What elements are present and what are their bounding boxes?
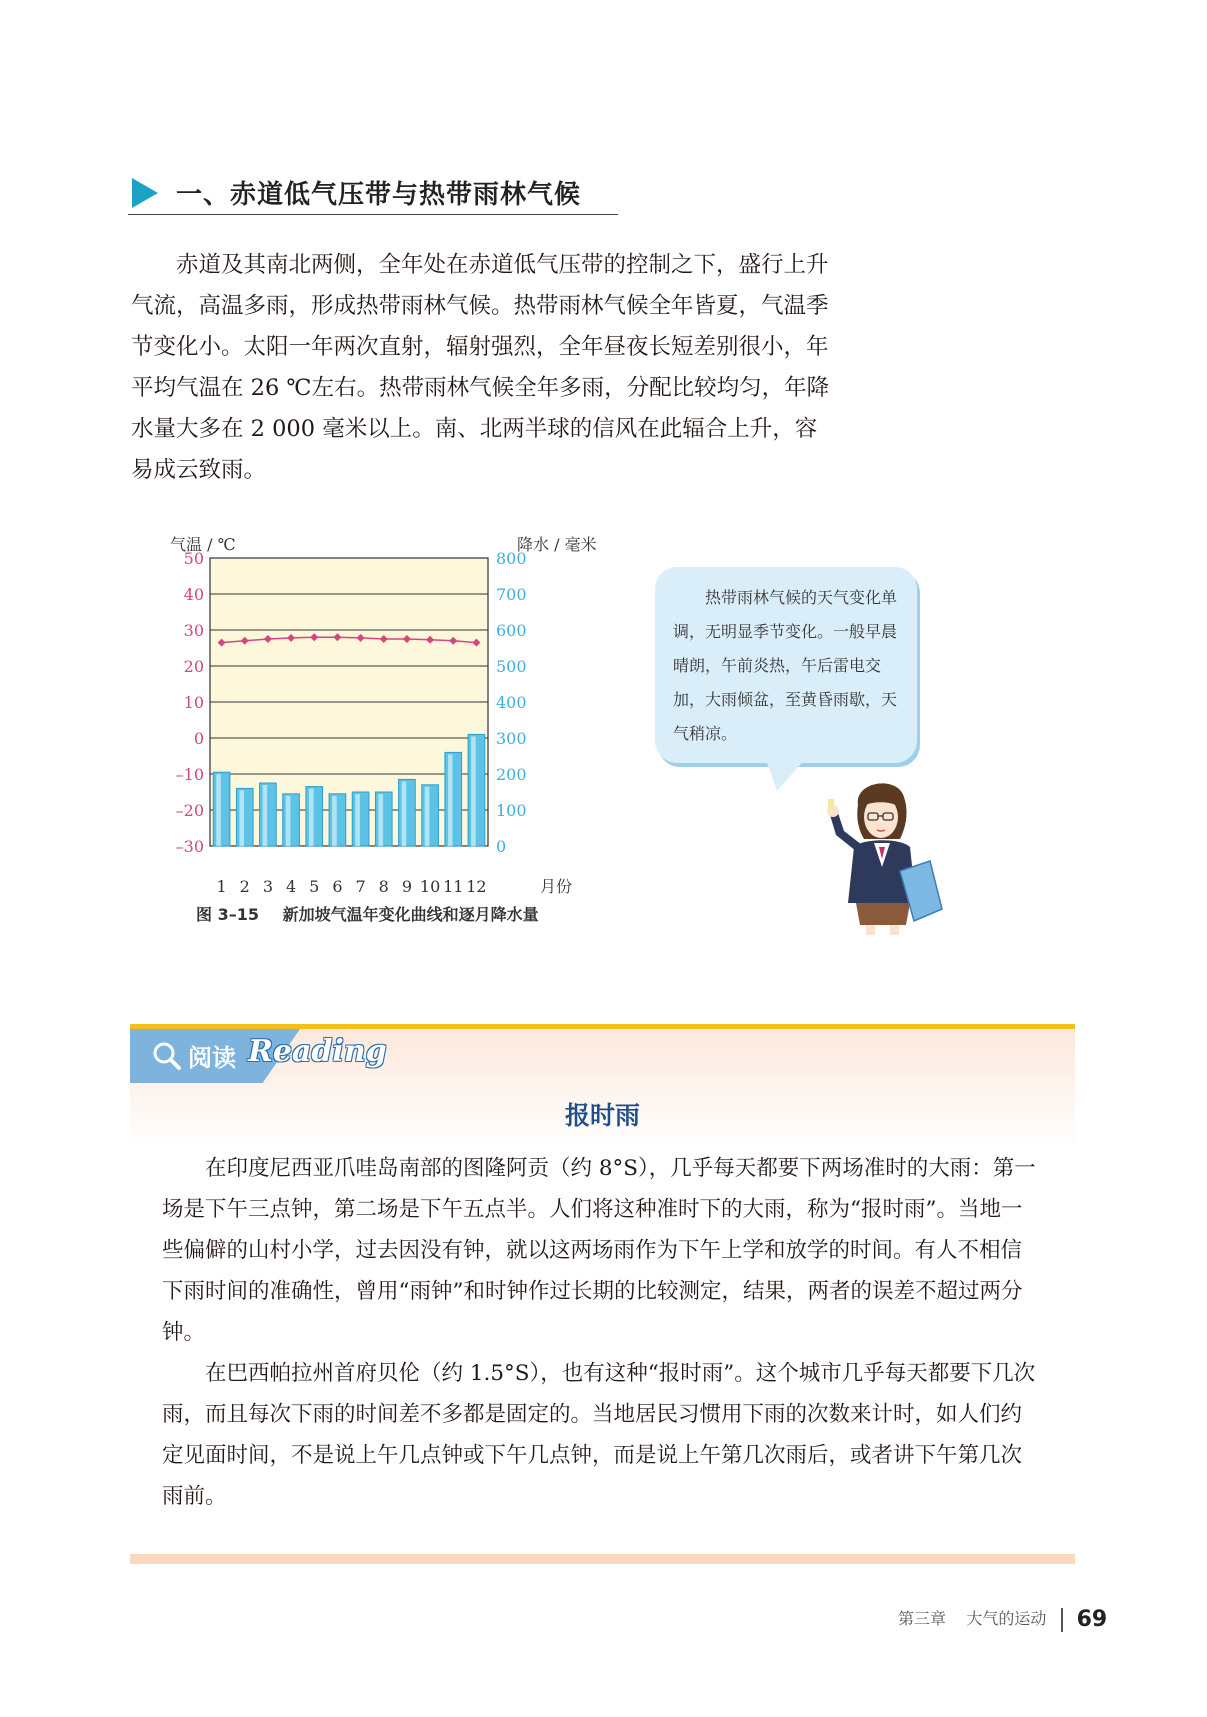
page-footer (898, 1606, 1107, 1632)
figure-number: 图 3–15 (196, 905, 259, 924)
footer-chapter-title: 大气的运动 (966, 1609, 1047, 1628)
y-right-tick: 0 (496, 837, 507, 856)
precip-bar (352, 792, 369, 846)
y-left-tick: –30 (175, 837, 204, 856)
precip-bar (422, 785, 439, 846)
x-tick: 9 (401, 877, 413, 896)
precip-bar-highlight (286, 796, 291, 846)
reading-body (162, 1148, 1042, 1517)
climate-chart-svg (170, 530, 610, 900)
precip-bar-highlight (471, 736, 476, 846)
body-paragraph: 赤道及其南北两侧，全年处在赤道低气压带的控制之下，盛行上升气流，高温多雨，形成热带雨林气候。热带雨林气候全年皆夏，气温季节变化小。太阳一年两次直射，辐射强烈，全年昼夜长短差别很小，年平均气温在 26 ℃左右。热带雨林气候全年多雨，分配比较均匀，年降水量大多在 2 000 毫米以上。南、北两半球的信风在此辐合上升，容易成云致雨。 (131, 252, 830, 483)
y-right-tick: 300 (496, 729, 527, 748)
play-arrow-icon (132, 178, 158, 208)
y-left-tick: 40 (183, 585, 204, 604)
y-right-tick: 500 (496, 657, 527, 676)
x-tick: 7 (355, 877, 366, 896)
y-right-tick: 700 (496, 585, 527, 604)
x-tick: 11 (443, 877, 464, 896)
heading-rule (128, 214, 618, 215)
y-left-tick: 30 (183, 621, 204, 640)
y-right-label: 降水 / 毫米 (517, 535, 597, 554)
precip-bar (375, 792, 392, 846)
y-left-tick: –20 (175, 801, 204, 820)
precip-bar-highlight (309, 789, 314, 846)
y-left-label: 气温 / ℃ (170, 535, 236, 554)
precip-bar (468, 734, 485, 846)
teacher-illustration (820, 775, 950, 939)
y-right-tick: 200 (496, 765, 527, 784)
x-tick: 3 (262, 877, 274, 896)
x-tick: 12 (466, 877, 487, 896)
figure-caption-text: 新加坡气温年变化曲线和逐月降水量 (282, 905, 539, 924)
x-tick: 10 (419, 877, 441, 896)
y-right-tick: 600 (496, 621, 527, 640)
x-tick: 5 (309, 877, 320, 896)
x-tick: 1 (216, 877, 227, 896)
reading-title: 报时雨 (564, 1101, 640, 1130)
speech-bubble-text: 热带雨林气候的天气变化单调，无明显季节变化。一般早晨晴朗，午前炎热，午后雷电交加，大雨倾盆，至黄昏雨歇，天气稍凉。 (673, 588, 898, 743)
figure-caption (196, 902, 539, 925)
reading-tag-english: Reading (248, 1034, 387, 1069)
precip-bar-highlight (239, 790, 244, 846)
precip-bar-highlight (355, 794, 360, 846)
precip-bar (213, 772, 230, 846)
reading-box (130, 1024, 1075, 1559)
reading-paragraph-1: 在印度尼西亚爪哇岛南部的图隆阿贡（约 8°S），几乎每天都要下两场准时的大雨：第一场是下午三点钟，第二场是下午五点半。人们将这种准时下的大雨，称为“报时雨”。当地一些偏僻的山村小学，过去因没有钟，就以这两场雨作为下午上学和放学的时间。有人不相信下雨时间的准确性，曾用“雨钟”和时钟作过长期的比较测定，结果，两者的误差不超过两分钟。 (162, 1156, 1036, 1345)
precip-bar-highlight (332, 796, 337, 846)
page-number: 69 (1076, 1607, 1108, 1632)
precip-bar (260, 783, 277, 846)
speech-bubble (655, 567, 921, 767)
precip-bar (236, 788, 253, 846)
y-right-tick: 800 (496, 549, 527, 568)
x-tick: 8 (378, 877, 389, 896)
reading-paragraph-2: 在巴西帕拉州首府贝伦（约 1.5°S），也有这种“报时雨”。这个城市几乎每天都要下几次雨，而且每次下雨的时间差不多都是固定的。当地居民习惯用下雨的次数来计时，如人们约定见面时间，不是说上午几点钟或下午几点钟，而是说上午第几次雨后，或者讲下午第几次雨前。 (162, 1361, 1036, 1509)
x-tick: 6 (332, 877, 343, 896)
y-left-tick: 20 (183, 657, 204, 676)
reading-tag-label: 阅读 (188, 1044, 236, 1072)
precip-bar (399, 779, 416, 846)
x-axis-label: 月份 (540, 877, 573, 896)
precip-bar-highlight (425, 787, 430, 846)
x-tick: 2 (239, 877, 250, 896)
search-icon (152, 1041, 182, 1071)
climate-chart (170, 530, 610, 904)
precip-bar-highlight (448, 754, 453, 846)
y-right-tick: 400 (496, 693, 527, 712)
y-right-tick: 100 (496, 801, 527, 820)
section-heading (128, 170, 618, 220)
precip-bar-highlight (263, 785, 268, 846)
precip-bar-highlight (378, 794, 383, 846)
section-title: 一、赤道低气压带与热带雨林气候 (176, 180, 582, 210)
precip-bar-highlight (402, 781, 407, 846)
footer-chapter: 第三章 (898, 1609, 947, 1628)
y-left-tick: –10 (175, 765, 204, 784)
x-tick: 4 (285, 877, 297, 896)
precip-bar-highlight (216, 774, 221, 846)
y-left-tick: 10 (183, 693, 204, 712)
precip-bar (283, 794, 300, 846)
precip-bar (306, 787, 323, 846)
y-left-tick: 0 (193, 729, 204, 748)
precip-bar (445, 752, 462, 846)
precip-bar (329, 794, 346, 846)
y-left-tick: 50 (183, 549, 204, 568)
